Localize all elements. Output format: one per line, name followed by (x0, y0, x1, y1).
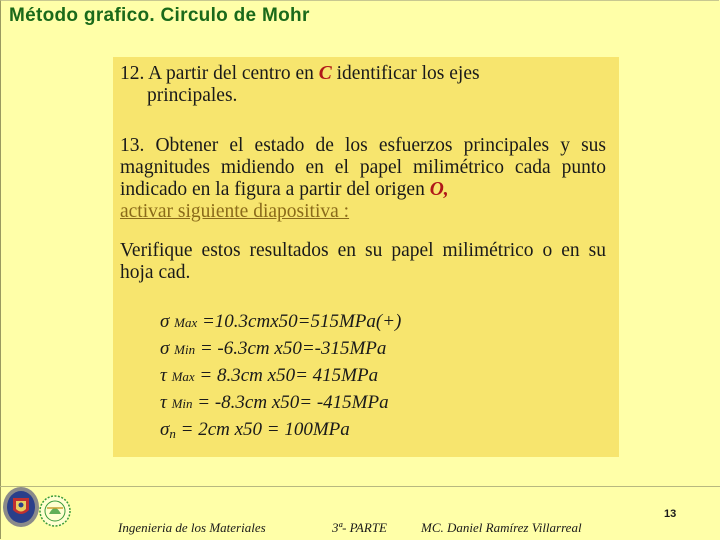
step-12-line2: principales. (147, 85, 238, 106)
step-13-text (120, 135, 606, 223)
result-subscript: n (169, 426, 176, 441)
result-subscript: Max (174, 315, 198, 330)
page-number: 13 (664, 508, 677, 520)
footer-author: MC. Daniel Ramírez Villarreal (421, 520, 582, 535)
result-tau-max (160, 363, 401, 390)
university-seal-icon (38, 492, 72, 530)
result-symbol: σ (160, 311, 170, 332)
step-12-text (120, 63, 606, 107)
result-sigma-n (160, 417, 401, 447)
result-value: = -6.3cm x50=-315MPa (195, 338, 387, 359)
origin-point-label: O, (429, 179, 449, 200)
next-slide-link[interactable]: activar siguiente diapositiva : (120, 201, 350, 222)
result-subscript: Min (174, 342, 196, 357)
center-point-label: C (318, 63, 332, 84)
verify-text: Verifique estos resultados en su papel milimétrico o en su hoja cad. (120, 240, 606, 283)
results-list (160, 309, 401, 447)
result-subscript: Max (171, 369, 195, 384)
footer-divider (0, 486, 720, 487)
step-13-body: 13. Obtener el estado de los esfuerzos principales y sus magnitudes midiendo en el papel milimétrico cada punto indicado en la figura a partir del origen (120, 135, 606, 200)
result-subscript: Min (171, 396, 193, 411)
result-value: = 2cm x50 = 100MPa (175, 419, 350, 440)
result-value: =10.3cmx50=515MPa(+) (197, 311, 402, 332)
result-value: = 8.3cm x50= 415MPa (194, 365, 379, 386)
footer-course: Ingenieria de los Materiales (118, 520, 266, 535)
school-shield-icon (2, 486, 40, 528)
result-sigma-max (160, 309, 401, 336)
step-12-part2: identificar los ejes (331, 63, 480, 84)
result-symbol: τ (160, 392, 167, 413)
footer-part: 3ª- PARTE (332, 520, 387, 535)
result-symbol: σ (160, 419, 170, 440)
result-sigma-min (160, 336, 401, 363)
result-symbol: σ (160, 338, 170, 359)
result-symbol: τ (160, 365, 167, 386)
slide-title: Método grafico. Circulo de Mohr (9, 5, 310, 26)
step-12-part1: 12. A partir del centro en (120, 63, 319, 84)
result-value: = -8.3cm x50= -415MPa (192, 392, 389, 413)
result-tau-min (160, 390, 401, 417)
